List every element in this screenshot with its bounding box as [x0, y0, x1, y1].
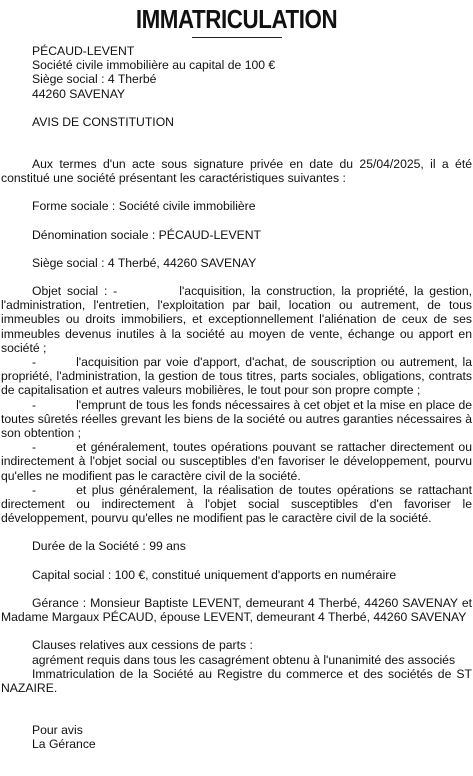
objet-item-4: - et généralement, toutes opérations pouvant se rattacher directement ou indirectement à l'objet social ou susceptibles d'en favoriser le développement, pourvu qu'elles ne modifient pas le caractère civil de la société.	[1, 440, 472, 483]
objet-item-1: Objet social : - l'acquisition, la construction, la propriété, la gestion, l'administration, l'entretien, l'exploitation par bail, location ou autrement, de tous immeubles ou droits immobiliers, et exceptionnellement l'aliénation de ceux de ses immeubles devenus inutiles à la société au moyen de vente, échange ou apport en société ;	[1, 284, 472, 355]
title-underline	[192, 37, 282, 38]
objet-label: Objet social : -	[32, 284, 118, 299]
company-city: 44260 SAVENAY	[32, 86, 126, 101]
notice-body	[0, 44, 473, 752]
duree: Durée de la Société : 99 ans	[32, 539, 186, 554]
objet-item-3: - l'emprunt de tous les fonds nécessaires à cet objet et la mise en place de toutes sûretés réelles grevant les biens de la société ou autres garanties nécessaires à son obtention ;	[1, 397, 472, 441]
denomination-sociale: Dénomination sociale : PÉCAUD-LEVENT	[32, 227, 261, 242]
forme-sociale: Forme sociale : Société civile immobilière	[32, 199, 256, 214]
objet-item-5: - et plus généralement, la réalisation de toutes opérations se rattachant directement ou indirectement à l'objet social susceptibles d'en favoriser le développement, pourvu qu'elles ne modifient pas le caractère civil de la société.	[1, 482, 472, 526]
capital-social: Capital social : 100 €, constitué uniquement d'apports en numéraire	[32, 567, 397, 582]
company-type: Société civile immobilière au capital de 100 €	[32, 58, 276, 73]
company-siege: Siège social : 4 Therbé	[32, 72, 157, 87]
clauses-label: Clauses relatives aux cessions de parts :	[32, 638, 253, 653]
page-title: IMMATRICULATION	[135, 4, 338, 34]
avis-heading: AVIS DE CONSTITUTION	[32, 114, 174, 129]
clauses-agrement: agrément requis dans tous les casagrément obtenu à l'unanimité des associés	[32, 652, 456, 667]
siege-social: Siège social : 4 Therbé, 44260 SAVENAY	[32, 255, 257, 270]
company-name: PÉCAUD-LEVENT	[32, 44, 135, 58]
pour-avis: Pour avis	[32, 723, 83, 738]
intro-paragraph: Aux termes d'un acte sous signature privée en date du 25/04/2025, il a été constitué une société présentant les caractéristiques suivantes :	[1, 157, 472, 186]
gerance: Gérance : Monsieur Baptiste LEVENT, demeurant 4 Therbé, 44260 SAVENAY et Madame Margaux PÉCAUD, épouse LEVENT, demeurant 4 Therbé, 44260 SAVENAY	[1, 595, 472, 625]
objet-item-2: - l'acquisition par voie d'apport, d'achat, de souscription ou autrement, la propriété, l'administration, la gestion de tous titres, parts sociales, obligations, contrats de capitalisation et autres valeurs mobilières, le tout pour son propre compte ;	[1, 355, 472, 398]
immatriculation-rcs: Immatriculation de la Société au Registre du commerce et des sociétés de ST NAZAIRE.	[1, 666, 472, 695]
signataire: La Gérance	[32, 737, 96, 752]
